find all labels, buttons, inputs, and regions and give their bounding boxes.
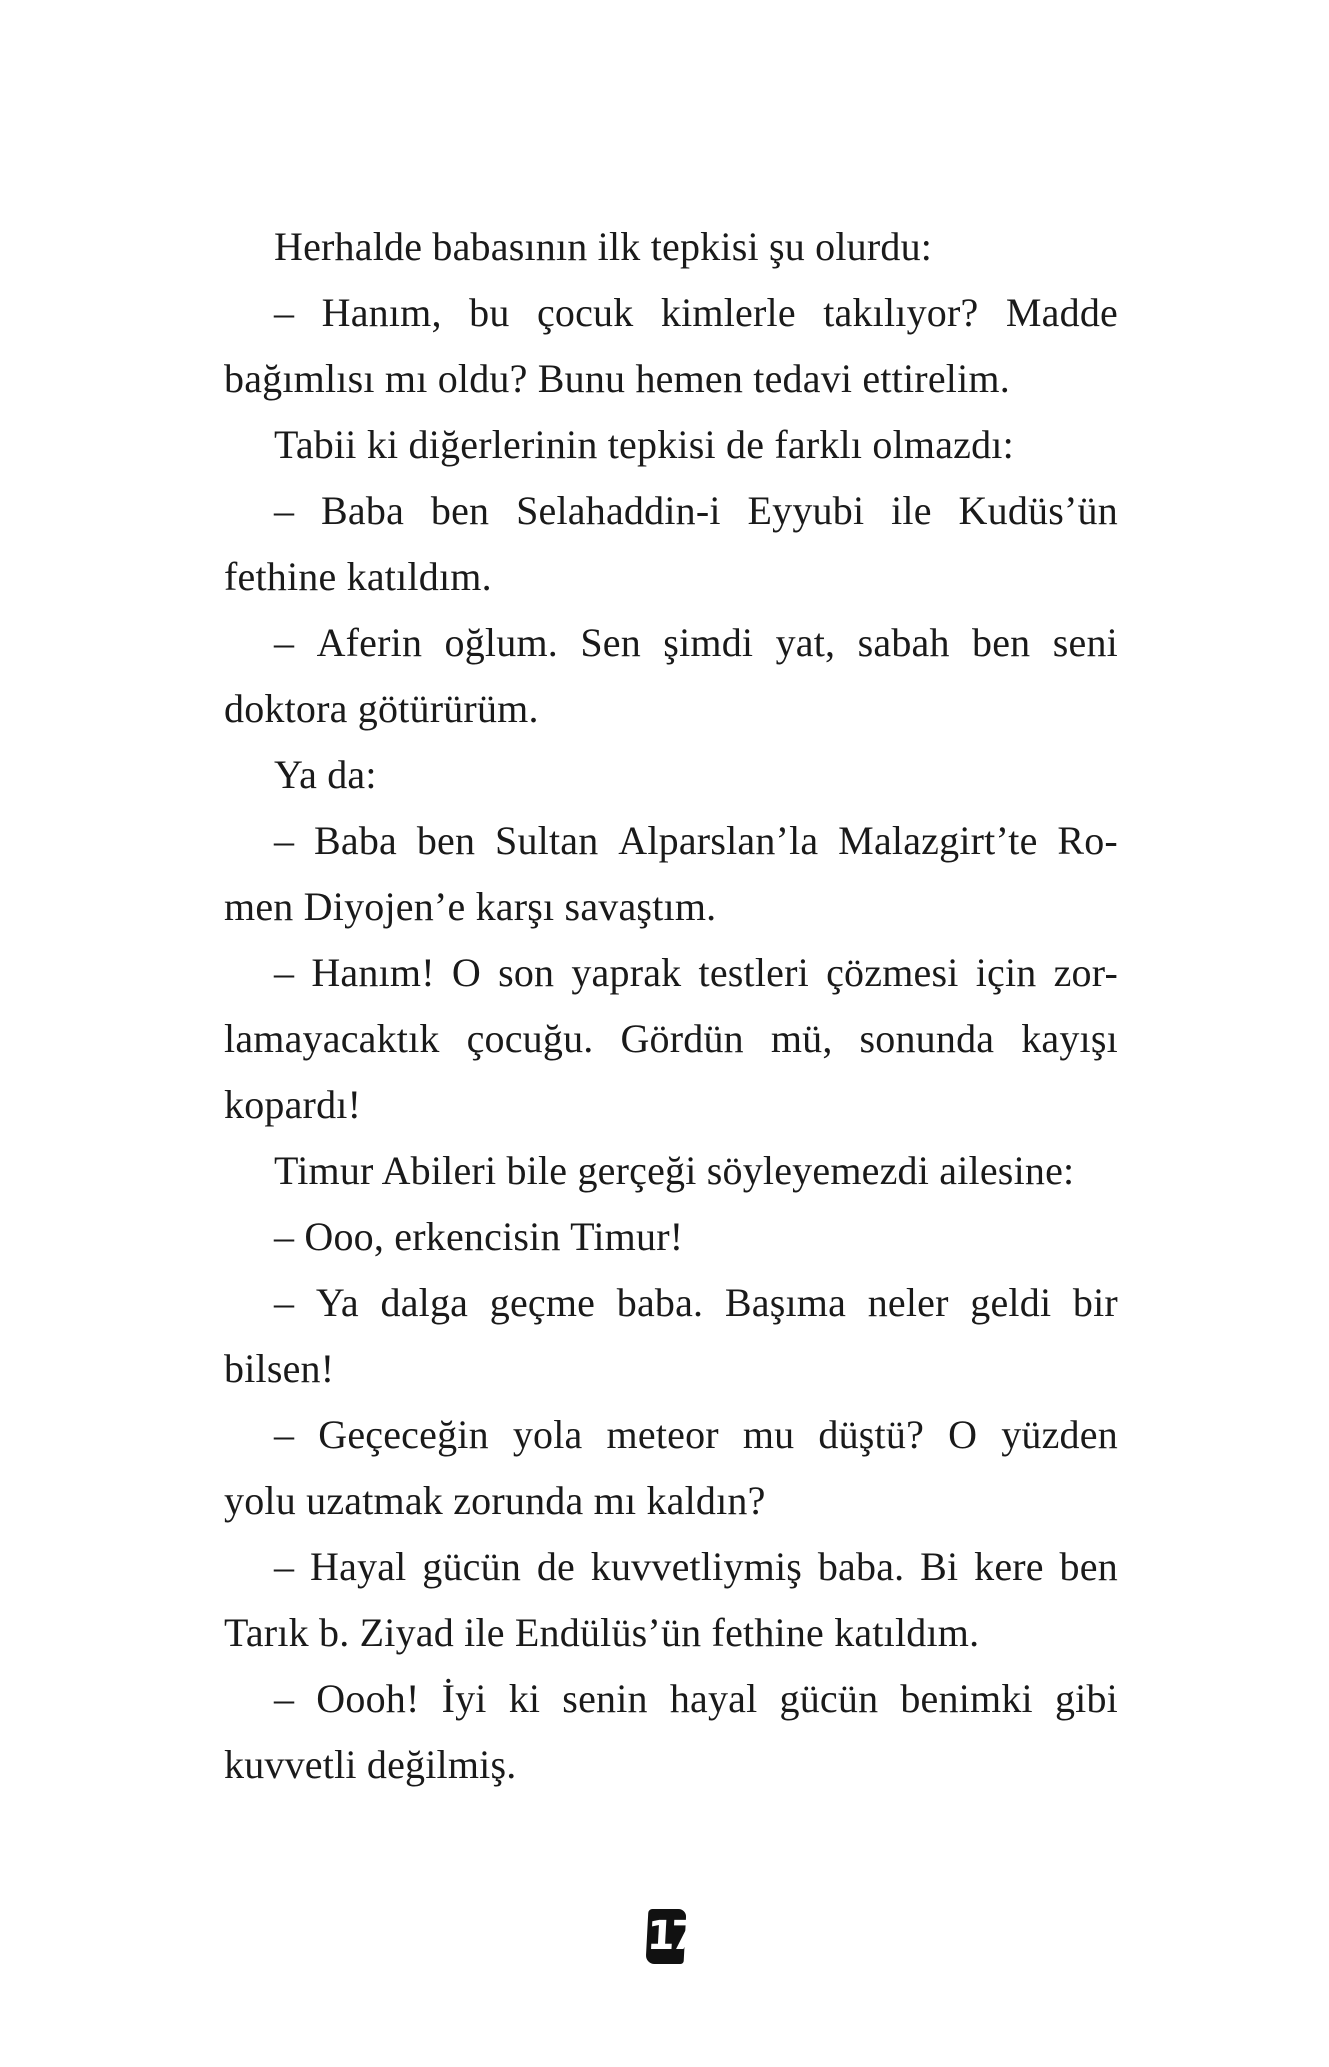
text-line: Ya da: (274, 752, 377, 797)
text-line: – Hayal gücün de kuvvetliymiş baba. Bi kere ben (274, 1544, 1118, 1589)
text-line: fethine katıldım. (224, 554, 492, 599)
text-line: – Ya dalga geçme baba. Başıma neler geldi bir (274, 1280, 1118, 1325)
text-line: kopardı! (224, 1082, 362, 1127)
text-line: yolu uzatmak zorunda mı kaldın? (224, 1478, 766, 1523)
text-line: Timur Abileri bile gerçeği söyleyemezdi ailesine: (274, 1148, 1075, 1193)
text-line: – Ooo, erkencisin Timur! (274, 1214, 684, 1259)
text-line: – Baba ben Sultan Alparslan’la Malazgirt’te Ro- (274, 818, 1118, 863)
page-number: 17 (646, 1909, 687, 1964)
text-line: – Oooh! İyi ki senin hayal gücün benimki gibi (274, 1676, 1118, 1721)
text-line: bağımlısı mı oldu? Bunu hemen tedavi ettirelim. (224, 356, 1010, 401)
text-line: – Hanım, bu çocuk kimlerle takılıyor? Madde (274, 290, 1118, 335)
text-line: – Geçeceğin yola meteor mu düştü? O yüzden (274, 1412, 1118, 1457)
text-line: lamayacaktık çocuğu. Gördün mü, sonunda kayışı (224, 1016, 1118, 1061)
text-line: kuvvetli değilmiş. (224, 1742, 517, 1787)
text-line: – Baba ben Selahaddin-i Eyyubi ile Kudüs’ün (274, 488, 1118, 533)
text-line: men Diyojen’e karşı savaştım. (224, 884, 717, 929)
text-line: Tabii ki diğerlerinin tepkisi de farklı olmazdı: (274, 422, 1014, 467)
text-line: – Hanım! O son yaprak testleri çözmesi için zor- (274, 950, 1118, 995)
text-line: – Aferin oğlum. Sen şimdi yat, sabah ben seni (274, 620, 1118, 665)
text-line: Tarık b. Ziyad ile Endülüs’ün fethine katıldım. (224, 1610, 980, 1655)
text-line: Herhalde babasının ilk tepkisi şu olurdu: (274, 224, 933, 269)
text-line: bilsen! (224, 1346, 335, 1391)
text-line: doktora götürürüm. (224, 686, 539, 731)
